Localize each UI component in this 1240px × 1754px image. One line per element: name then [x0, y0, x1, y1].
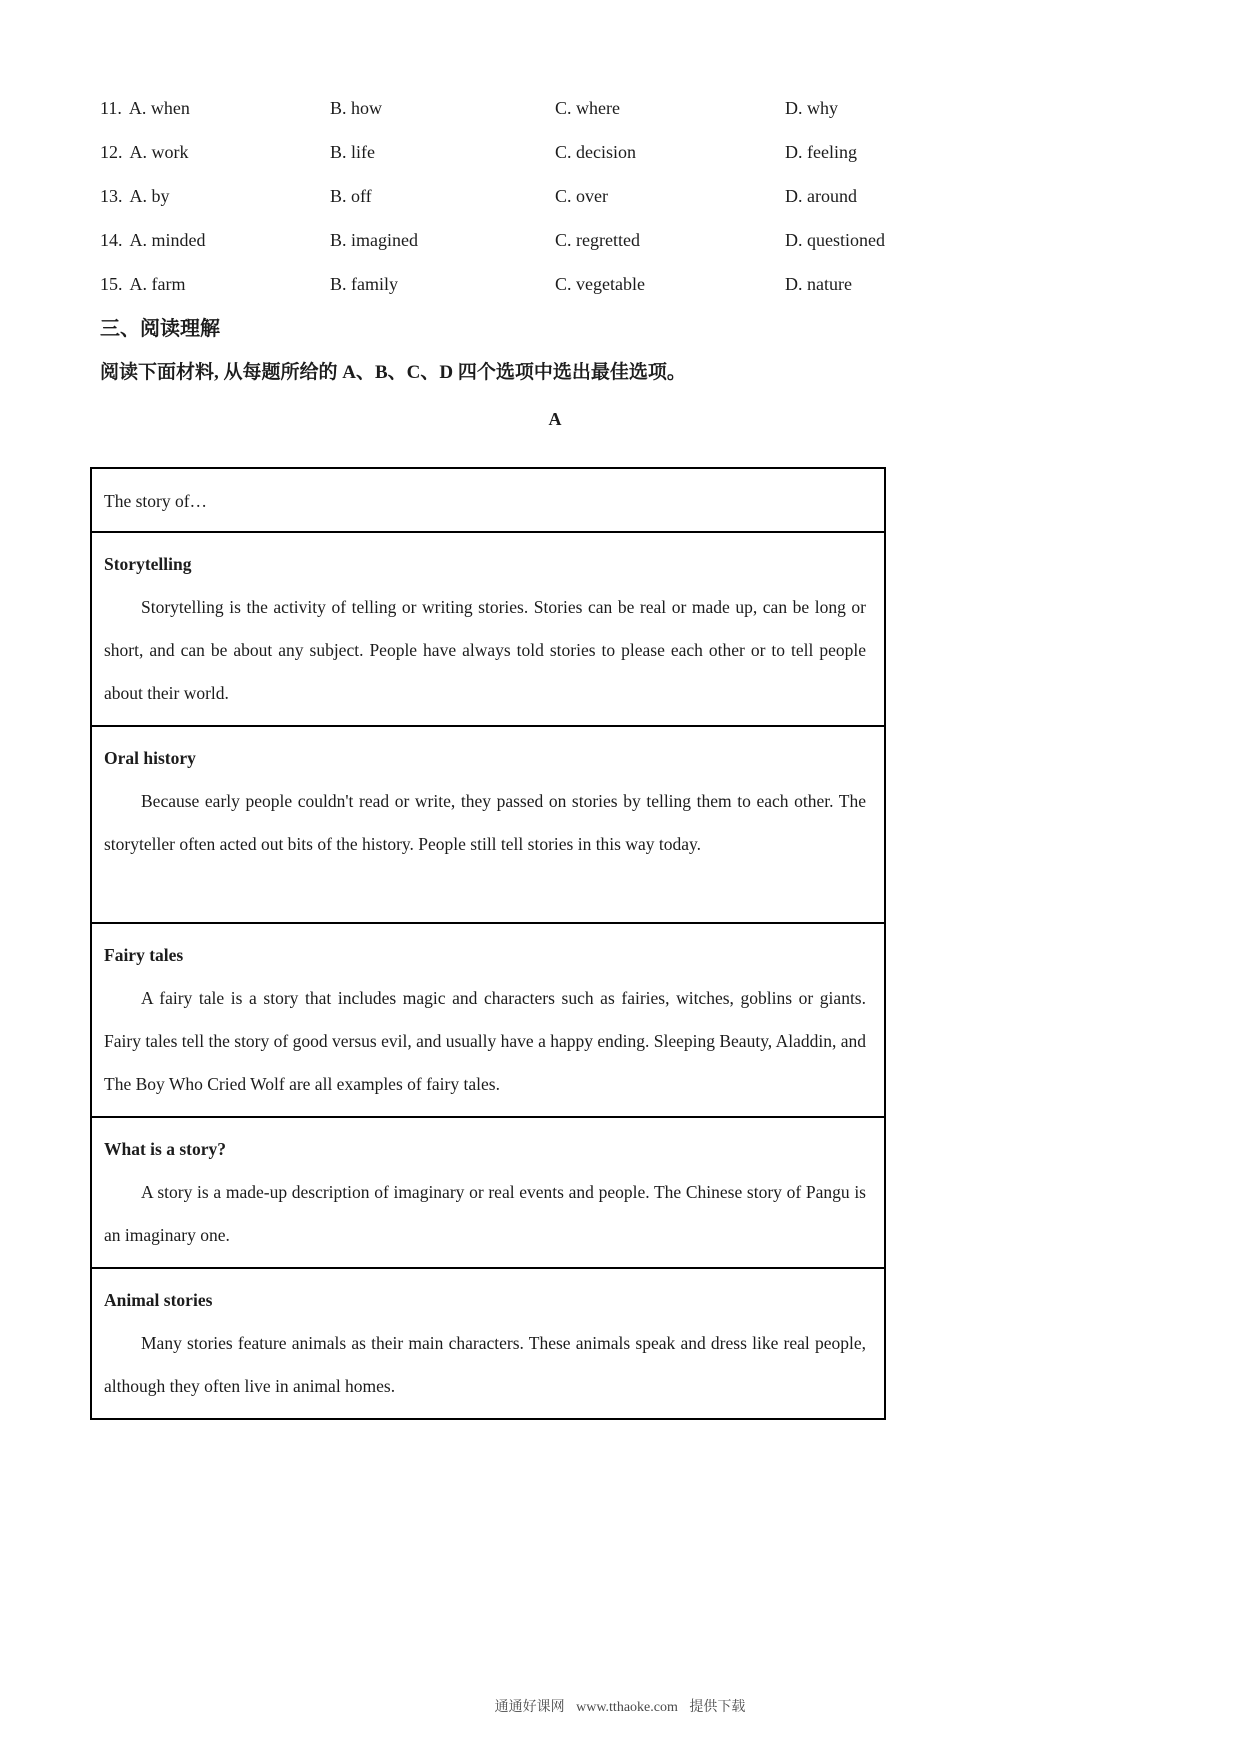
question-row: [100, 86, 1010, 130]
question-block: [100, 86, 1010, 306]
option-c: C. vegetable: [555, 273, 645, 294]
row-body: Many stories feature animals as their main characters. These animals speak and dress like real people, although they often live in animal homes.: [104, 1333, 866, 1396]
row-body: A story is a made-up description of imaginary or real events and people. The Chinese story of Pangu is an imaginary one.: [104, 1182, 866, 1245]
question-cell-a: [100, 230, 330, 251]
table-row: [92, 725, 884, 922]
question-number: 12.: [100, 141, 123, 162]
table-row: [92, 1267, 884, 1418]
option-c: C. where: [555, 97, 620, 118]
story-table: [90, 467, 886, 1420]
option-d: D. nature: [785, 273, 852, 294]
question-row: [100, 218, 1010, 262]
option-d: D. feeling: [785, 141, 857, 162]
question-number: 15.: [100, 273, 123, 294]
row-body: Because early people couldn't read or write, they passed on stories by telling them to each other. The storyteller often acted out bits of the history. People still tell stories in this way today.: [104, 791, 866, 854]
question-row: [100, 174, 1010, 218]
page-footer: [0, 1696, 1240, 1716]
option-a: A. when: [128, 97, 190, 118]
document-content: [100, 86, 1010, 1420]
question-cell-a: [100, 186, 330, 207]
question-number: 14.: [100, 229, 123, 250]
passage-label: A: [548, 409, 562, 429]
row-body: Storytelling is the activity of telling or writing stories. Stories can be real or made up, can be long or short, and can be about any subject. People have always told stories to please each other or to tell people about their world.: [104, 597, 866, 703]
question-row: [100, 262, 1010, 306]
option-b: B. off: [330, 185, 372, 206]
question-cell-a: [100, 142, 330, 163]
footer-suffix: 提供下载: [689, 1700, 746, 1715]
option-a: A. by: [129, 185, 170, 206]
row-body: A fairy tale is a story that includes magic and characters such as fairies, witches, goblins or giants. Fairy tales tell the story of good versus evil, and usually have a happy ending. Sleeping Beauty, Aladdin, and The Boy Who Cried Wolf are all examples of fairy tales.: [104, 988, 866, 1094]
table-row: [92, 922, 884, 1116]
section-heading: 三、阅读理解: [100, 318, 220, 340]
row-heading: Fairy tales: [104, 945, 184, 965]
option-a: A. work: [129, 141, 189, 162]
option-a: A. minded: [129, 229, 206, 250]
option-c: C. over: [555, 185, 608, 206]
option-a: A. farm: [129, 273, 186, 294]
row-heading: Animal stories: [104, 1290, 213, 1310]
footer-site-name: 通通好课网: [494, 1700, 565, 1715]
option-c: C. regretted: [555, 229, 640, 250]
option-d: D. around: [785, 185, 857, 206]
footer-url: www.tthaoke.com: [576, 1700, 678, 1715]
table-row: [92, 1116, 884, 1267]
option-d: D. questioned: [785, 229, 885, 250]
row-heading: Oral history: [104, 748, 196, 768]
option-c: C. decision: [555, 141, 636, 162]
question-number: 13.: [100, 185, 123, 206]
option-d: D. why: [785, 97, 838, 118]
question-cell-a: [100, 274, 330, 295]
table-title-row: [92, 469, 884, 531]
table-row: [92, 531, 884, 725]
question-row: [100, 130, 1010, 174]
option-b: B. imagined: [330, 229, 418, 250]
question-number: 11.: [100, 97, 122, 118]
section-instructions: 阅读下面材料, 从每题所给的 A、B、C、D 四个选项中选出最佳选项。: [100, 362, 686, 383]
table-title: The story of…: [104, 491, 208, 511]
question-cell-a: [100, 98, 330, 119]
option-b: B. how: [330, 97, 383, 118]
row-heading: What is a story?: [104, 1139, 227, 1159]
row-heading: Storytelling: [104, 554, 192, 574]
option-b: B. life: [330, 141, 375, 162]
option-b: B. family: [330, 273, 398, 294]
